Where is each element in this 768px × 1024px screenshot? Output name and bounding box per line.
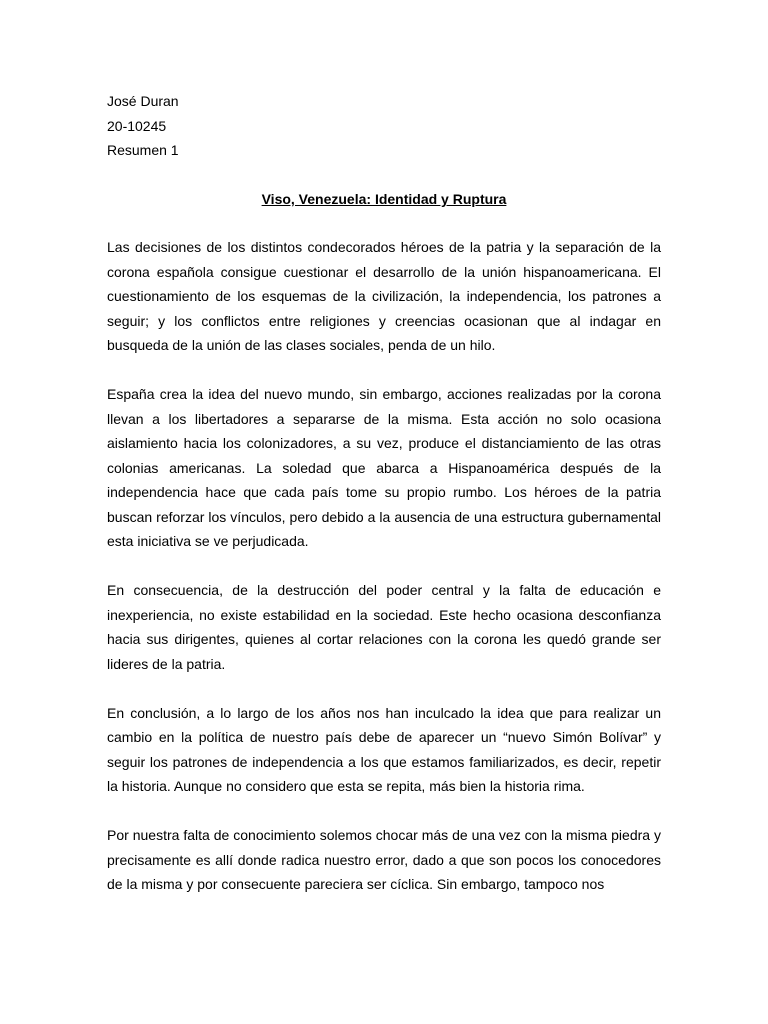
document-type: Resumen 1 [107, 142, 179, 158]
paragraph: España crea la idea del nuevo mundo, sin embargo, acciones realizadas por la corona llevan a los libertadores a separarse de la misma. Esta acción no solo ocasiona aislamiento hacia los colonizadores, a su vez, produce el distanciamiento de las otras colonias americanas. La soledad que abarca a Hispanoamérica después de la independencia hace que cada país tome su propio rumbo. Los héroes de la patria buscan reforzar los vínculos, pero debido a la ausencia de una estructura gubernamental esta iniciativa se ve perjudicada. [107, 386, 661, 549]
paragraph: Las decisiones de los distintos condecorados héroes de la patria y la separación de la corona española consigue cuestionar el desarrollo de la unión hispanoamericana. El cuestionamiento de los esquemas de la civilización, la independencia, los patrones a seguir; y los conflictos entre religiones y creencias ocasionan que al indagar en busqueda de la unión de las clases sociales, penda de un hilo. [107, 239, 661, 353]
document-body [107, 235, 661, 897]
paragraph: En conclusión, a lo largo de los años nos han inculcado la idea que para realizar un cambio en la política de nuestro país debe de aparecer un “nuevo Simón Bolívar” y seguir los patrones de independencia a los que estamos familiarizados, es decir, repetir la historia. Aunque no considero que esta se repita, más bien la historia rima. [107, 704, 661, 794]
paragraph: En consecuencia, de la destrucción del poder central y la falta de educación e inexperiencia, no existe estabilidad en la sociedad. Este hecho ocasiona desconfianza hacia sus dirigentes, quienes al cortar relaciones con la corona les quedó grande ser lideres de la patria. [107, 582, 661, 672]
document-header [107, 89, 179, 163]
document-title: Viso, Venezuela: Identidad y Ruptura [261, 191, 507, 207]
author-name: José Duran [107, 93, 179, 109]
paragraph: Por nuestra falta de conocimiento solemos chocar más de una vez con la misma piedra y precisamente es allí donde radica nuestro error, dado a que son pocos los conocedores de la misma y por consecuente pareciera ser cíclica. Sin embargo, tampoco nos [107, 827, 661, 892]
student-id: 20-10245 [107, 117, 167, 134]
